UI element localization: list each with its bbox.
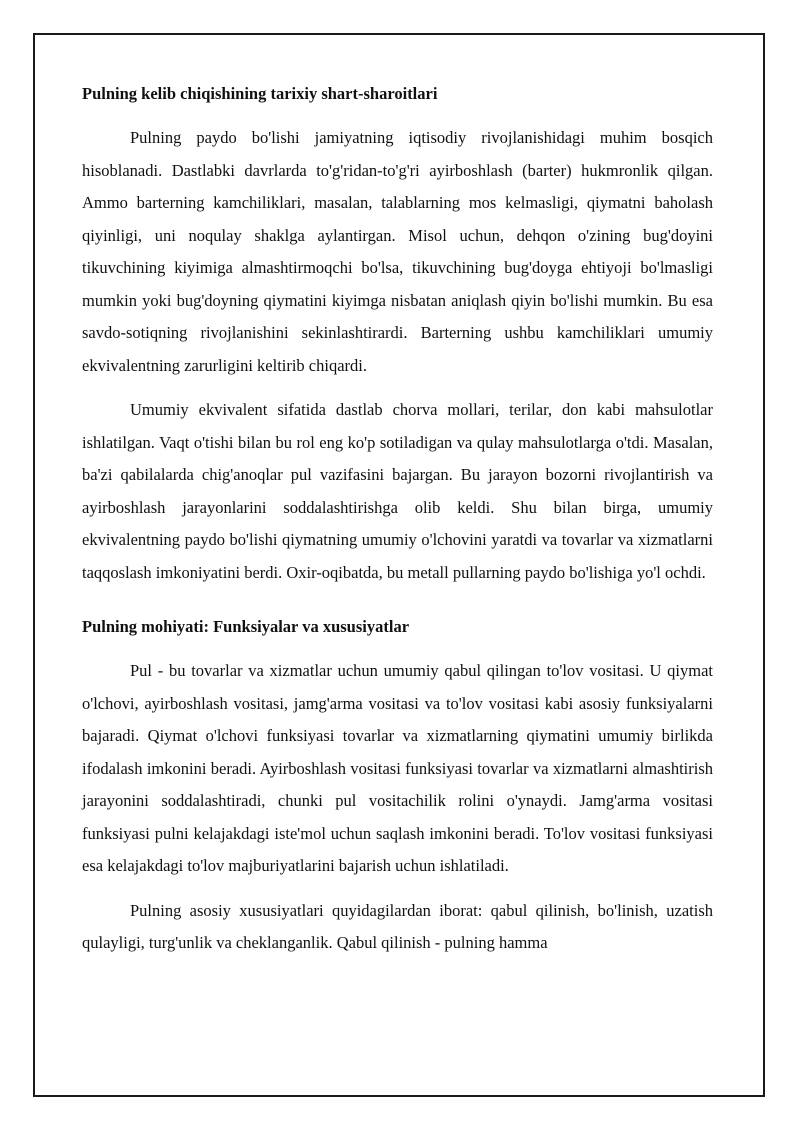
- section-heading-history: Pulning kelib chiqishining tarixiy shart-sharoitlari: [82, 84, 438, 103]
- section-heading-essence: Pulning mohiyati: Funksiyalar va xususiyatlar: [82, 617, 410, 636]
- paragraph-properties: Pulning asosiy xususiyatlari quyidagilardan iborat: qabul qilinish, bo'linish, uzatish qulayligi, turg'unlik va cheklanganlik. Qabul qilinish - pulning hamma: [82, 900, 713, 952]
- document-content: [82, 78, 713, 960]
- paragraph-functions: Pul - bu tovarlar va xizmatlar uchun umumiy qabul qilingan to'lov vositasi. U qiymat o'lchovi, ayirboshlash vositasi, jamg'arma vositasi va to'lov vositasi kabi asosiy funksiyalarni bajaradi. Qiymat o'lchovi funksiyasi tovarlar va xizmatlarning qiymatini umumiy birlikda ifodalash imkonini beradi. Ayirboshlash vositasi funksiyasi tovarlar va xizmatlarni almashtirish jarayonini soddalashtiradi, chunki pul vositachilik rolini o'ynaydi. Jamg'arma vositasi funksiyasi pulni kelajakdagi iste'mol uchun saqlash imkonini beradi. To'lov vositasi funksiyasi esa kelajakdagi to'lov majburiyatlarini bajarish uchun ishlatiladi.: [82, 661, 713, 875]
- paragraph-equivalent: Umumiy ekvivalent sifatida dastlab chorva mollari, terilar, don kabi mahsulotlar ishlatilgan. Vaqt o'tishi bilan bu rol eng ko'p sotiladigan va qulay mahsulotlarga o'tdi. Masalan, ba'zi qabilalarda chig'anoqlar pul vazifasini bajargan. Bu jarayon bozorni rivojlantirish va ayirboshlash jarayonlarini soddalashtirishga olib keldi. Shu bilan birga, umumiy ekvivalentning paydo bo'lishi qiymatning umumiy o'lchovini yaratdi va tovarlar va xizmatlarni taqqoslash imkoniyatini berdi. Oxir-oqibatda, bu metall pullarning paydo bo'lishiga yo'l ochdi.: [82, 400, 713, 582]
- paragraph-barter: Pulning paydo bo'lishi jamiyatning iqtisodiy rivojlanishidagi muhim bosqich hisoblanadi. Dastlabki davrlarda to'g'ridan-to'g'ri ayirboshlash (barter) hukmronlik qilgan. Ammo barterning kamchiliklari, masalan, talablarning mos kelmasligi, qiymatni baholash qiyinligi, uni noqulay shaklga aylantirgan. Misol uchun, dehqon o'zining bug'doyini tikuvchining kiyimiga almashtirmoqchi bo'lsa, tikuvchining bug'doyga ehtiyoji bo'lmasligi mumkin yoki bug'doyning qiymatini kiyimga nisbatan aniqlash qiyin bo'lishi mumkin. Bu esa savdo-sotiqning rivojlanishini sekinlashtirardi. Barterning ushbu kamchiliklari umumiy ekvivalentning zarurligini keltirib chiqardi.: [82, 128, 713, 375]
